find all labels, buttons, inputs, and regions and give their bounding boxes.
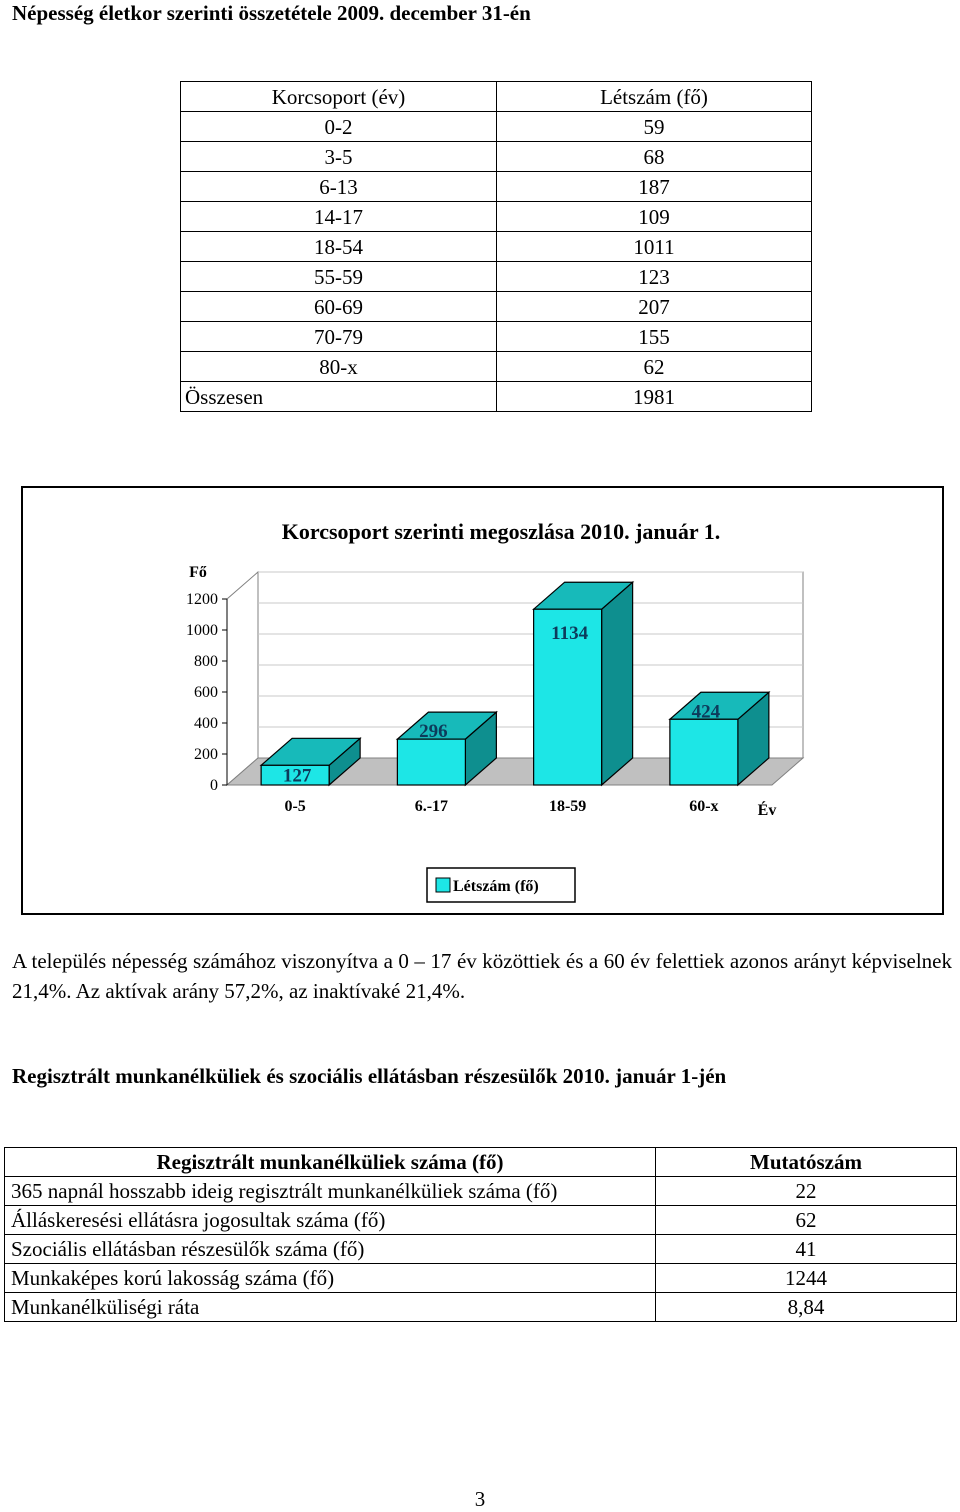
legend-label: Létszám (fő) [453, 878, 539, 895]
data-label: 127 [282, 765, 312, 787]
table-row [5, 1293, 957, 1322]
table-row [181, 112, 812, 142]
data-label: 424 [691, 701, 721, 723]
table-row [5, 1264, 957, 1293]
table-header-row [181, 82, 812, 112]
table-header-row [5, 1148, 957, 1177]
column-header-headcount: Létszám (fő) [497, 82, 812, 112]
chart-canvas [23, 488, 946, 917]
age-group-cell: 3-5 [181, 142, 497, 172]
bar [670, 719, 738, 785]
value-cell: 8,84 [656, 1293, 957, 1322]
age-group-cell: 55-59 [181, 262, 497, 292]
indicator-cell: Álláskeresési ellátásra jogosultak száma (fő) [5, 1206, 656, 1235]
y-axis-label: Fő [189, 564, 207, 581]
page-heading: Népesség életkor szerinti összetétele 2009. december 31-én [12, 1, 531, 25]
indicator-cell: Munkaképes korú lakosság száma (fő) [5, 1264, 656, 1293]
headcount-cell: 62 [497, 352, 812, 382]
y-tick-label: 0 [210, 777, 218, 794]
y-tick-label: 1000 [186, 622, 218, 639]
data-label: 1134 [551, 623, 589, 645]
age-group-cell: 70-79 [181, 322, 497, 352]
headcount-cell: 68 [497, 142, 812, 172]
x-tick-label: 0-5 [284, 798, 306, 815]
chart-side-wall [227, 572, 258, 785]
table-row [5, 1177, 957, 1206]
value-cell: 1244 [656, 1264, 957, 1293]
table-row [5, 1235, 957, 1264]
chart-legend [427, 868, 575, 902]
bar-side [602, 582, 633, 785]
column-header-age-group: Korcsoport (év) [181, 82, 497, 112]
x-tick-label: 18-59 [548, 798, 587, 815]
value-cell: 22 [656, 1177, 957, 1206]
x-tick-label: 60-x [689, 798, 719, 815]
y-tick-label: 800 [194, 653, 218, 670]
age-group-cell: 18-54 [181, 232, 497, 262]
age-group-cell: 80-x [181, 352, 497, 382]
table-row [181, 322, 812, 352]
table-row [181, 292, 812, 322]
y-tick-label: 400 [194, 715, 218, 732]
bar [397, 739, 465, 785]
table-row [181, 202, 812, 232]
legend-swatch [436, 878, 450, 892]
age-distribution-chart [21, 486, 944, 915]
indicator-cell: Munkanélküliségi ráta [5, 1293, 656, 1322]
x-axis-label: Év [757, 802, 777, 819]
value-cell: 62 [656, 1206, 957, 1235]
age-group-cell: 60-69 [181, 292, 497, 322]
headcount-cell: 207 [497, 292, 812, 322]
headcount-cell: 155 [497, 322, 812, 352]
age-group-cell: 0-2 [181, 112, 497, 142]
unemployment-table [4, 1147, 957, 1322]
age-group-cell: 14-17 [181, 202, 497, 232]
indicator-cell: Szociális ellátásban részesülők száma (fő) [5, 1235, 656, 1264]
headcount-cell: 109 [497, 202, 812, 232]
table-row [181, 172, 812, 202]
y-tick-label: 600 [194, 684, 218, 701]
table-total-row [181, 382, 812, 412]
column-header-indicator: Regisztrált munkanélküliek száma (fő) [5, 1148, 656, 1177]
total-label: Összesen [181, 382, 497, 412]
age-group-cell: 6-13 [181, 172, 497, 202]
indicator-cell: 365 napnál hosszabb ideig regisztrált munkanélküliek száma (fő) [5, 1177, 656, 1206]
table-row [181, 142, 812, 172]
page-number: 3 [474, 1487, 486, 1511]
column-header-value: Mutatószám [656, 1148, 957, 1177]
table-row [181, 352, 812, 382]
table-row [181, 262, 812, 292]
table-row [181, 232, 812, 262]
unemployment-heading: Regisztrált munkanélküliek és szociális ellátásban részesülők 2010. január 1-jén [12, 1064, 727, 1088]
population-paragraph: A település népesség számához viszonyítva a 0 – 17 év közöttiek és a 60 év felettiek azonos arányt képviselnek 21,4%. Az aktívak arány 57,2%, az inaktívaké 21,4%. [12, 949, 952, 1003]
y-tick-label: 200 [194, 746, 218, 763]
value-cell: 41 [656, 1235, 957, 1264]
x-tick-label: 6.-17 [414, 798, 449, 815]
headcount-cell: 1011 [497, 232, 812, 262]
y-tick-label: 1200 [186, 591, 218, 608]
data-label: 296 [419, 721, 448, 743]
headcount-cell: 123 [497, 262, 812, 292]
headcount-cell: 59 [497, 112, 812, 142]
total-value: 1981 [497, 382, 812, 412]
age-group-table [180, 81, 812, 412]
headcount-cell: 187 [497, 172, 812, 202]
table-row [5, 1206, 957, 1235]
chart-title: Korcsoport szerinti megoszlása 2010. január 1. [281, 519, 721, 544]
